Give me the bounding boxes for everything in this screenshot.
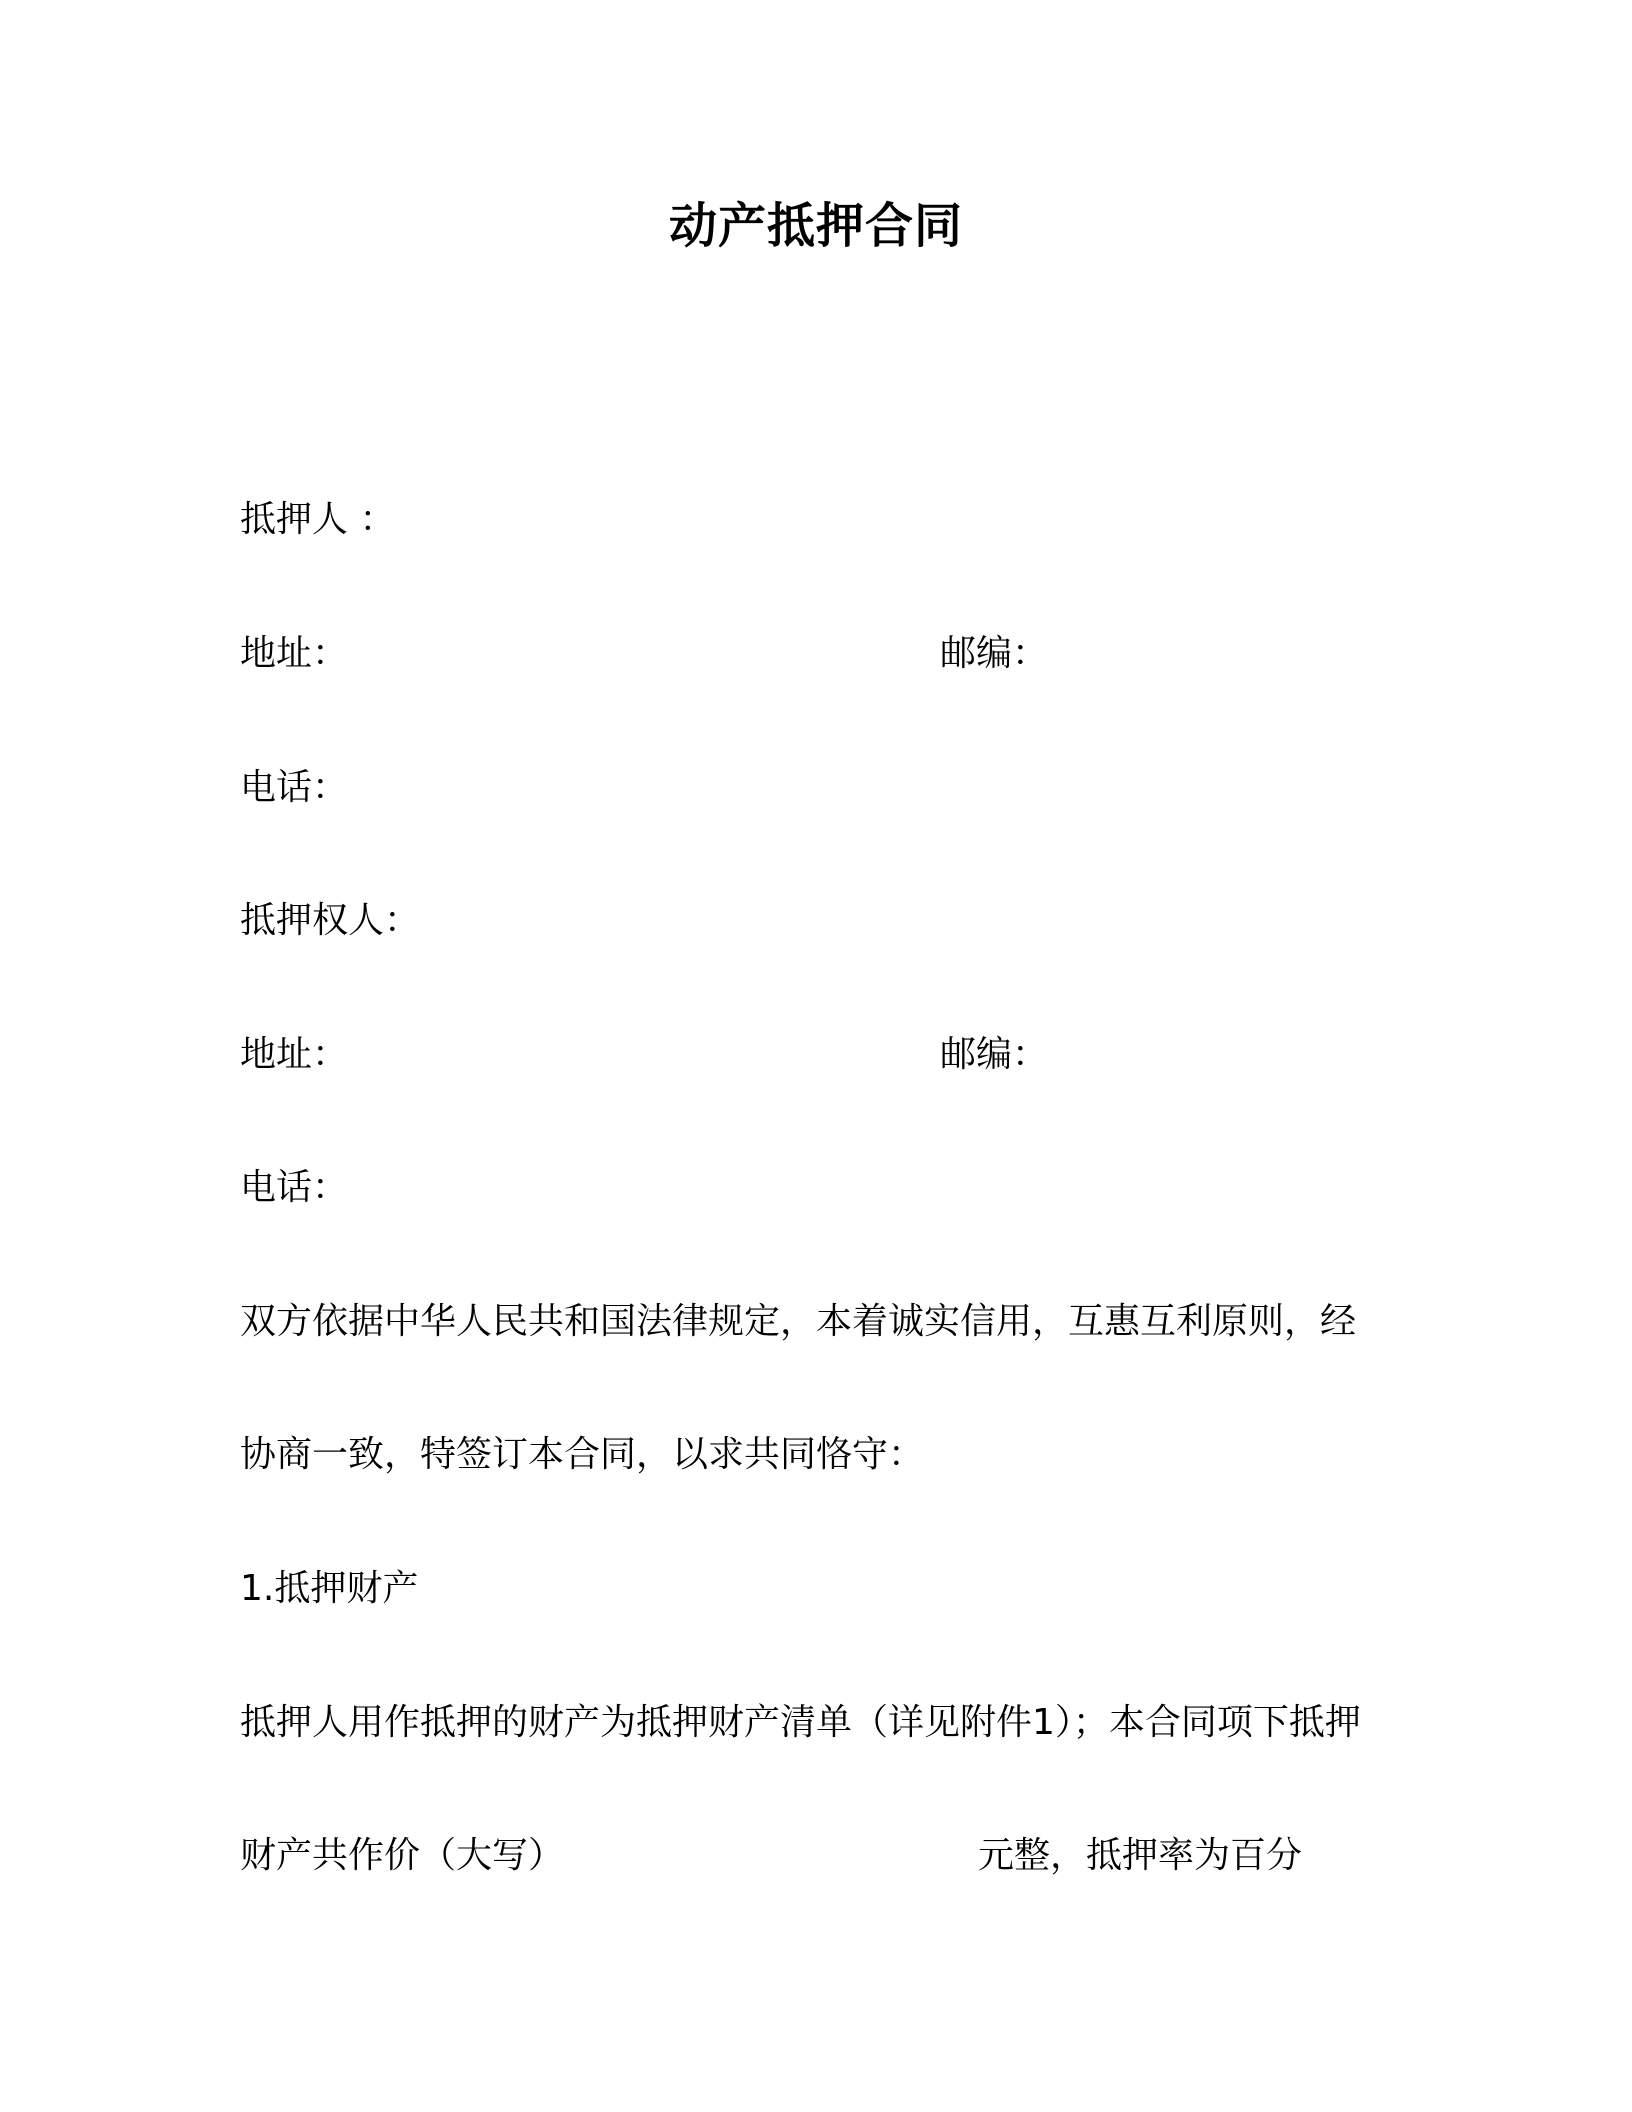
mortgagor-postcode-label: 邮编： — [940, 633, 1049, 674]
section-1-line-2-right: 元整，抵押率为百分 — [978, 1835, 1303, 1876]
document-title: 动产抵押合同 — [668, 198, 963, 254]
preamble-line-2: 协商一致，特签订本合同，以求共同恪守： — [240, 1434, 925, 1475]
mortgagee-address-label: 地址： — [240, 1034, 349, 1075]
section-1-heading: 1.抵押财产 — [240, 1568, 419, 1609]
preamble-line-1: 双方依据中华人民共和国法律规定，本着诚实信用，互惠互利原则，经 — [240, 1301, 1357, 1342]
section-1-line-1: 抵押人用作抵押的财产为抵押财产清单（详见附件1）；本合同项下抵押 — [240, 1702, 1361, 1743]
mortgagee-phone-label: 电话： — [240, 1167, 349, 1208]
mortgagor-address-label: 地址： — [240, 633, 349, 674]
mortgagee-postcode-label: 邮编： — [940, 1034, 1049, 1075]
mortgagor-phone-label: 电话： — [240, 767, 349, 808]
section-1-line-2-left: 财产共作价（大写） — [240, 1835, 565, 1876]
mortgagee-label: 抵押权人： — [240, 900, 421, 941]
mortgagor-label: 抵押人 ： — [240, 499, 396, 540]
